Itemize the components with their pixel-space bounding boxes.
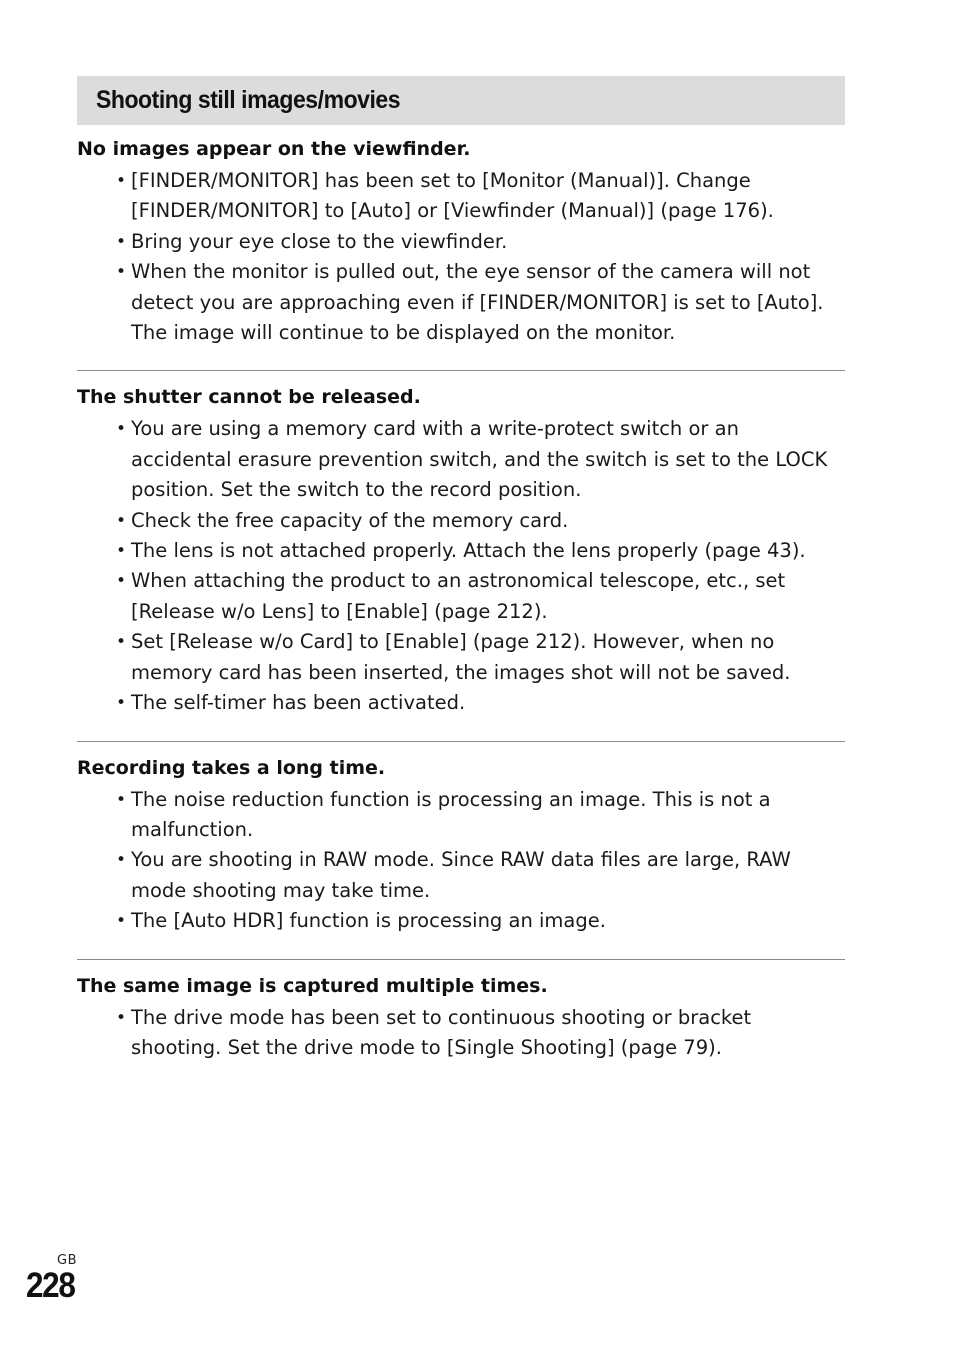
list-item [77,785,845,846]
bullet-icon: • [116,571,127,592]
topic-same-image-multiple [77,959,845,1086]
troubleshooting-content [77,132,845,1085]
bullet-icon: • [116,789,127,810]
item-text: When attaching the product to an astronomical telescope, etc., set [Release w/o Lens] to [Enable] (page 212). [131,569,786,623]
topic-items [77,785,845,937]
item-text: The drive mode has been set to continuous shooting or bracket shooting. Set the drive mode to [Single Shooting] (page 79). [131,1005,752,1059]
bullet-icon: • [116,419,127,440]
topic-title: No images appear on the viewfinder. [77,138,471,160]
list-item [77,227,845,257]
topic-no-images-viewfinder [77,132,845,370]
section-header [77,76,845,125]
item-text: The lens is not attached properly. Attach the lens properly (page 43). [131,539,806,563]
item-text: Check the free capacity of the memory card. [131,508,569,532]
list-item [77,166,845,227]
bullet-icon: • [116,911,127,932]
list-item [77,688,845,718]
item-text: Set [Release w/o Card] to [Enable] (page 212). However, when no memory card has been inserted, the images shot will not be saved. [131,630,791,684]
list-item [77,257,845,348]
bullet-icon: • [116,171,127,191]
list-item [77,414,845,505]
item-text: The [Auto HDR] function is processing an image. [131,909,606,933]
bullet-icon: • [116,1007,127,1028]
list-item [77,906,845,936]
bullet-icon: • [116,510,127,531]
topic-title: Recording takes a long time. [77,756,386,779]
list-item [77,1003,845,1064]
page-number: 228 [26,1266,75,1305]
item-text: When the monitor is pulled out, the eye sensor of the camera will not detect you are approaching even if [FINDER/MONITOR] is set to [Auto]. The image will continue to be displayed on the monitor. [131,260,824,345]
topic-items [77,166,845,348]
bullet-icon: • [116,632,127,653]
bullet-icon: • [116,850,127,871]
topic-title: The same image is captured multiple times. [77,974,548,997]
bullet-icon: • [116,693,127,714]
list-item [77,845,845,906]
bullet-icon: • [116,262,127,283]
list-item [77,627,845,688]
item-text: You are using a memory card with a write-protect switch or an accidental erasure prevention switch, and the switch is set to the LOCK position. Set the switch to the record position. [131,417,828,502]
bullet-icon: • [116,541,127,562]
item-text: Bring your eye close to the viewfinder. [131,229,508,253]
topic-items [77,1003,845,1064]
topic-recording-long-time [77,741,845,959]
section-title: Shooting still images/movies [96,86,401,114]
item-text: [FINDER/MONITOR] has been set to [Monitor (Manual)]. Change [FINDER/MONITOR] to [Auto] or [Viewfinder (Manual)] (page 176). [131,169,774,223]
topic-title: The shutter cannot be released. [77,386,421,409]
topic-shutter-cannot-release [77,370,845,740]
item-text: You are shooting in RAW mode. Since RAW data files are large, RAW mode shooting may take time. [131,848,791,902]
list-item [77,506,845,536]
list-item [77,566,845,627]
item-text: The noise reduction function is processing an image. This is not a malfunction. [131,787,771,841]
topic-items [77,414,845,718]
list-item [77,536,845,566]
page-language-code: GB [57,1253,77,1268]
item-text: The self-timer has been activated. [131,691,466,715]
bullet-icon: • [116,231,127,252]
